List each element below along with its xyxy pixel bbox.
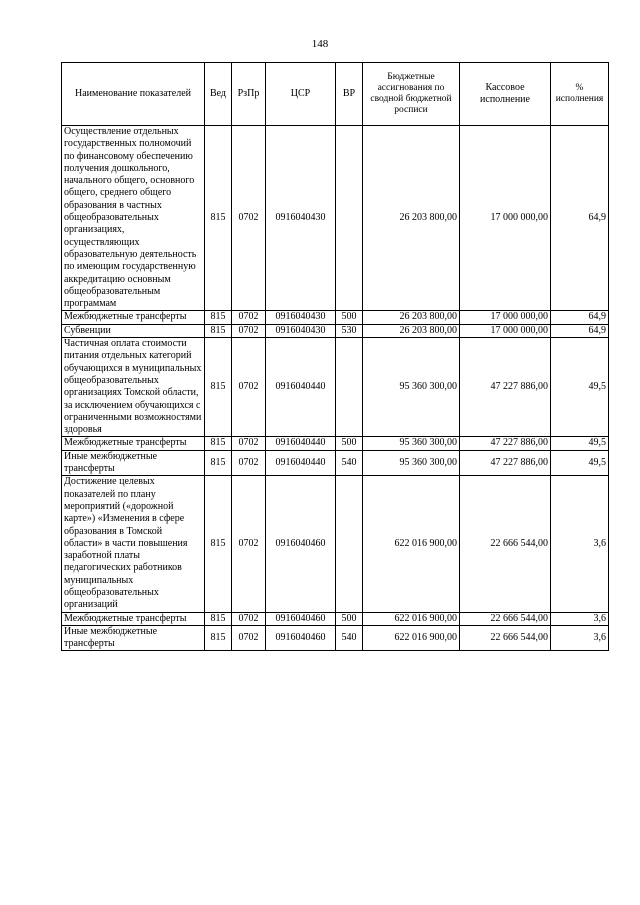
- row-execution: 47 227 886,00: [460, 338, 551, 437]
- row-percent: 49,5: [551, 437, 609, 450]
- row-ved: 815: [205, 625, 232, 651]
- row-name: Частичная оплата стоимости питания отдельных категорий обучающихся в муниципальных общеобразовательных организациях Томской области, за исключением обучающихся с ограниченными возможностями здоровья: [62, 338, 205, 437]
- table-row: [62, 437, 609, 450]
- table-header: [62, 63, 609, 126]
- table-row: [62, 625, 609, 651]
- row-name: Осуществление отдельных государственных полномочий по финансовому обеспечению получения дошкольного, начального общего, основного общего, среднего общего образования в частных общеобразовательных организациях, осуществляющих образовательную деятельность по имеющим государственную аккредитацию основным общеобразовательным программам: [62, 126, 205, 311]
- row-ved: 815: [205, 437, 232, 450]
- table-row: [62, 311, 609, 324]
- row-percent: 64,9: [551, 311, 609, 324]
- row-rzpr: 0702: [232, 450, 266, 476]
- row-ved: 815: [205, 324, 232, 337]
- row-name: Межбюджетные трансферты: [62, 612, 205, 625]
- row-name: Иные межбюджетные трансферты: [62, 450, 205, 476]
- row-ved: 815: [205, 612, 232, 625]
- row-percent: 49,5: [551, 450, 609, 476]
- row-percent: 64,9: [551, 126, 609, 311]
- row-execution: 22 666 544,00: [460, 476, 551, 612]
- row-vr: [336, 338, 363, 437]
- row-vr: [336, 126, 363, 311]
- page-number: 148: [311, 38, 329, 50]
- row-name: Межбюджетные трансферты: [62, 311, 205, 324]
- row-csr: 0916040460: [266, 625, 336, 651]
- table-body: [62, 126, 609, 651]
- row-ved: 815: [205, 338, 232, 437]
- row-percent: 3,6: [551, 612, 609, 625]
- header-rzpr: РзПр: [232, 63, 266, 126]
- row-ved: 815: [205, 311, 232, 324]
- row-execution: 22 666 544,00: [460, 625, 551, 651]
- row-csr: 0916040430: [266, 311, 336, 324]
- row-csr: 0916040460: [266, 476, 336, 612]
- row-budget: 26 203 800,00: [363, 324, 460, 337]
- header-budget: Бюджетные ассигнования по сводной бюджетной росписи: [363, 63, 460, 126]
- row-budget: 622 016 900,00: [363, 476, 460, 612]
- header-vr: ВР: [336, 63, 363, 126]
- table-row: [62, 338, 609, 437]
- row-name: Достижение целевых показателей по плану мероприятий («дорожной карте») «Изменения в сфере образования в Томской области» в части повышения заработной платы педагогических работников муниципальных общеобразовательных организаций: [62, 476, 205, 612]
- header-ved: Вед: [205, 63, 232, 126]
- row-vr: 540: [336, 450, 363, 476]
- row-execution: 17 000 000,00: [460, 126, 551, 311]
- row-budget: 622 016 900,00: [363, 612, 460, 625]
- row-budget: 95 360 300,00: [363, 338, 460, 437]
- row-vr: 530: [336, 324, 363, 337]
- row-rzpr: 0702: [232, 625, 266, 651]
- row-rzpr: 0702: [232, 338, 266, 437]
- header-name: Наименование показателей: [62, 63, 205, 126]
- row-vr: [336, 476, 363, 612]
- row-csr: 0916040460: [266, 612, 336, 625]
- row-rzpr: 0702: [232, 612, 266, 625]
- row-percent: 49,5: [551, 338, 609, 437]
- table-row: [62, 324, 609, 337]
- row-ved: 815: [205, 126, 232, 311]
- row-execution: 22 666 544,00: [460, 612, 551, 625]
- row-rzpr: 0702: [232, 126, 266, 311]
- row-name: Субвенции: [62, 324, 205, 337]
- row-percent: 3,6: [551, 625, 609, 651]
- row-budget: 95 360 300,00: [363, 437, 460, 450]
- row-execution: 47 227 886,00: [460, 450, 551, 476]
- table-row: [62, 476, 609, 612]
- table-row: [62, 126, 609, 311]
- header-percent: % исполнения: [551, 63, 609, 126]
- row-csr: 0916040430: [266, 126, 336, 311]
- row-ved: 815: [205, 476, 232, 612]
- table-row: [62, 450, 609, 476]
- row-budget: 95 360 300,00: [363, 450, 460, 476]
- row-name: Иные межбюджетные трансферты: [62, 625, 205, 651]
- row-rzpr: 0702: [232, 324, 266, 337]
- row-percent: 3,6: [551, 476, 609, 612]
- row-rzpr: 0702: [232, 476, 266, 612]
- row-vr: 540: [336, 625, 363, 651]
- budget-table: [61, 62, 609, 651]
- row-budget: 26 203 800,00: [363, 126, 460, 311]
- row-csr: 0916040440: [266, 338, 336, 437]
- row-execution: 17 000 000,00: [460, 311, 551, 324]
- row-budget: 26 203 800,00: [363, 311, 460, 324]
- row-percent: 64,9: [551, 324, 609, 337]
- row-name: Межбюджетные трансферты: [62, 437, 205, 450]
- row-vr: 500: [336, 437, 363, 450]
- row-csr: 0916040430: [266, 324, 336, 337]
- row-csr: 0916040440: [266, 450, 336, 476]
- row-execution: 17 000 000,00: [460, 324, 551, 337]
- row-ved: 815: [205, 450, 232, 476]
- row-rzpr: 0702: [232, 437, 266, 450]
- row-execution: 47 227 886,00: [460, 437, 551, 450]
- row-vr: 500: [336, 311, 363, 324]
- row-csr: 0916040440: [266, 437, 336, 450]
- row-vr: 500: [336, 612, 363, 625]
- header-csr: ЦСР: [266, 63, 336, 126]
- row-rzpr: 0702: [232, 311, 266, 324]
- table-row: [62, 612, 609, 625]
- header-execution: Кассовое исполнение: [460, 63, 551, 126]
- row-budget: 622 016 900,00: [363, 625, 460, 651]
